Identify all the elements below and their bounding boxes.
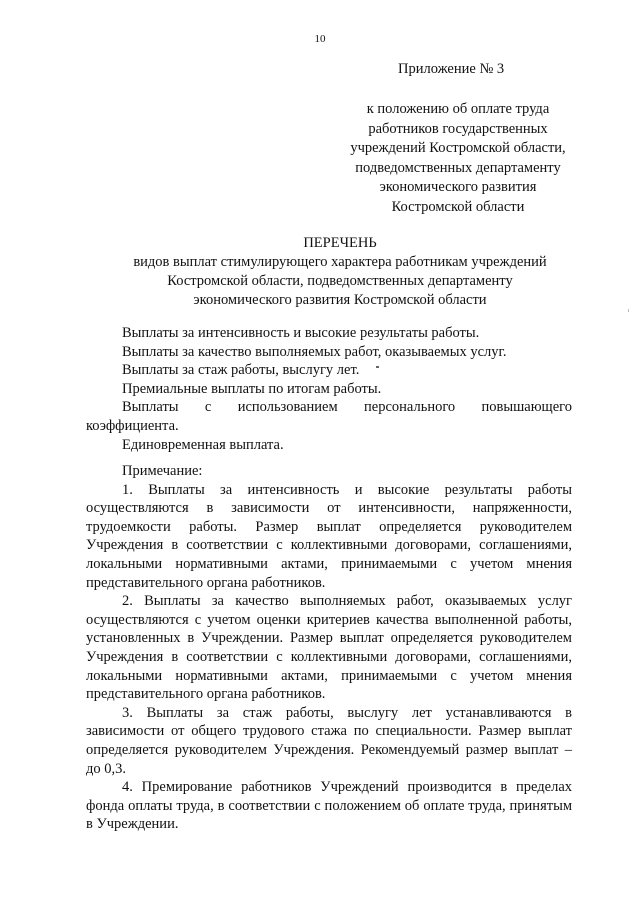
note-paragraph: 3. Выплаты за стаж работы, выслугу лет устанавливаются в зависимости от общего трудового стажа по специальности. Размер выплат определяется руководителем Учреждения. Рекомендуемый размер выплат – до 0,3.	[86, 704, 572, 777]
appendix-line: учреждений Костромской области,	[350, 140, 566, 157]
payment-type-item: Выплаты за стаж работы, выслугу лет.	[122, 362, 360, 379]
appendix-line: работников государственных	[368, 120, 548, 137]
notes-section	[86, 462, 572, 834]
payment-type-item: Выплаты за интенсивность и высокие результаты работы.	[122, 325, 480, 341]
note-paragraph: 1. Выплаты за интенсивность и высокие результаты работы осуществляются в зависимости от интенсивности, напряженности, трудоемкости работы. Размер выплат определяется руководителем Учреждения в соответствии с коллективными договорами, соглашениями, локальными нормативными актами, принимаемыми с учетом мнения представительного органа работников.	[86, 481, 572, 591]
appendix-subtitle	[330, 100, 586, 218]
list-heading: ПЕРЕЧЕНЬ	[303, 235, 377, 251]
list-subtitle-line: Костромской области, подведомственных департаменту	[167, 273, 513, 289]
note-paragraph: 4. Премирование работников Учреждений производится в пределах фонда оплаты труда, в соответствии с положением об оплате труда, принятым в Учреждении.	[86, 779, 572, 833]
notes-label: Примечание:	[122, 463, 203, 479]
payment-type-item: Единовременная выплата.	[122, 436, 284, 453]
payment-type-item: Выплаты с использованием персонального повышающего коэффициента.	[86, 399, 572, 434]
scan-speck	[628, 309, 629, 312]
payment-types-list	[86, 324, 572, 454]
appendix-line: Костромской области	[391, 198, 525, 215]
scan-mark	[376, 366, 379, 368]
page-number: 10	[314, 33, 326, 45]
appendix-line: экономического развития	[379, 179, 537, 196]
payment-type-item: Выплаты за качество выполняемых работ, оказываемых услуг.	[122, 343, 507, 360]
list-subtitle-line: видов выплат стимулирующего характера работникам учреждений	[133, 254, 547, 270]
list-subtitle	[112, 253, 568, 310]
appendix-title: Приложение № 3	[398, 61, 505, 77]
list-subtitle-line: экономического развития Костромской области	[193, 292, 487, 308]
appendix-line: подведомственных департаменту	[355, 159, 561, 176]
payment-type-item: Премиальные выплаты по итогам работы.	[122, 380, 382, 397]
appendix-line: к положению об оплате труда	[366, 101, 550, 117]
note-paragraph: 2. Выплаты за качество выполняемых работ, оказываемых услуг осуществляются с учетом оценки критериев качества выполненной работы, установленных в Учреждении. Размер выплат определяется руководителем Учреждения в соответствии с коллективными договорами, соглашениями, локальными нормативными актами, принимаемыми с учетом мнения представительного органа работников.	[86, 593, 572, 703]
